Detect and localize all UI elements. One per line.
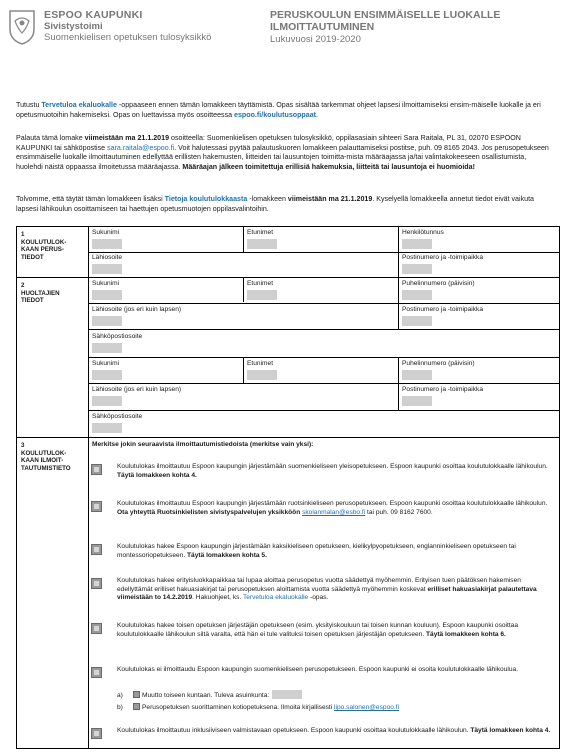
- child-postal-field[interactable]: [402, 264, 432, 274]
- guardian1-phone-label: Puhelinnumero (päivisin): [402, 280, 475, 287]
- guardian1-firstnames-field[interactable]: [247, 290, 277, 300]
- option-not-enrolling-checkbox[interactable]: [91, 667, 102, 678]
- child-firstnames-field[interactable]: [247, 239, 277, 249]
- guardian2-postal-field[interactable]: [402, 396, 432, 406]
- form-link[interactable]: Tietoja koulutulokkaasta: [164, 195, 248, 203]
- document-year: Lukuvuosi 2019-2020: [270, 34, 361, 45]
- child-postal-label: Postinumero ja -toimipaikka: [402, 254, 483, 261]
- guardian2-surname-label: Sukunimi: [92, 360, 120, 367]
- guardian1-email-field[interactable]: [92, 343, 122, 353]
- org-sub-unit: Suomenkielisen opetuksen tulosyksikkö: [44, 32, 212, 43]
- option-other-provider-text: Koulutulokas hakee toisen opetuksen järjestäjän opetukseen (esim. yksityiskouluun tai toisen kunnan kouluun). Espoon kaupunki osoittaa koulutulokkaalle lähikoulun siltä varalta, että hän ei tule valituksi toisen opetuksen järjestäjän opetukseen. Täytä lomakkeen kohta 6.: [117, 622, 519, 638]
- section-2-title: 2 HUOLTAJIEN TIEDOT: [21, 282, 60, 305]
- guardian2-email-field[interactable]: [92, 423, 122, 433]
- guardian1-address-field[interactable]: [92, 316, 122, 326]
- intro-paragraph-2: Palauta tämä lomake viimeistään ma 21.1.2019 osoitteella: Suomenkielisen opetuksen tulosyksikkö, oppilasasiain sihteeri Sara Raitala, PL 31, 02070 ESPOON KAUPUNKI tai sähköpostise sara.raitala@espoo.fi. Voit halutessasi pyytää palautuskuoren lomakkeen palauttamiseksi postitse, puh. 09 8165 2043. Jos perusopetukseen ensimmäiselle luokalle ilmoittautuminen edellyttää erillisten hakemusten, liitteiden tai lausuntojen toimitta-mista määräajassa ja/tai valintakokeeseen osallistumista, huolehdi näistä oppaassa ilmoitetussa määräajassa. Määräajan jälkeen toimitettuja erillisiä hakemuksia, liitteitä tai lausuntoja ei huomioida!: [16, 134, 549, 171]
- guardian1-postal-label: Postinumero ja -toimipaikka: [402, 306, 483, 313]
- option-swedish-checkbox[interactable]: [91, 501, 102, 512]
- option-finnish-general-text: Koulutulokas ilmoittautuu Espoon kaupungin järjestämään suomenkieliseen yleisopetukseen. Espoon kaupunki osoittaa koulutulokkaalle lähikoulun. Täytä lomakkeen kohta 4.: [117, 463, 548, 479]
- document-title: PERUSKOULUN ENSIMMÄISELLE LUOKALLE ILMOITTAUTUMINEN: [270, 9, 501, 33]
- option-bilingual-checkbox[interactable]: [91, 544, 102, 555]
- option-not-enrolling-sub-b: b) Perusopetuksen suorittaminen kotiopetuksena. Ilmoita kirjallisesti lipo.salonen@espoo.fi: [117, 704, 400, 711]
- guardian1-firstnames-label: Etunimet: [247, 280, 274, 287]
- option-special-class-text: Koulutulokas hakee erityisluokkapaikkaa tai lupaa aloittaa perusopetus vuotta säädettyä myöhemmin. Erityisen tuen päätöksen hakemisen edellyttämät erilliset hakuasiakirjat tai perusopetuksen aloittamista vuotta säädettyä myöhemmin koskevat erilliset hakuasiakirjat palautettava viimeistään to 14.2.2019. Hakuohjeet, ks. Tervetuloa ekaluokalle -opas.: [117, 577, 537, 602]
- email-link-raitala[interactable]: sara.raitala@espoo.fi: [107, 143, 175, 152]
- option-inclusive-checkbox[interactable]: [91, 728, 102, 739]
- guardian2-email-label: Sähköpostiosoite: [92, 413, 143, 420]
- option-other-provider-checkbox[interactable]: [91, 623, 102, 634]
- org-name: ESPOO KAUPUNKI: [44, 9, 143, 21]
- option-not-enrolling-sub-a: a) Muutto toiseen kuntaan. Tuleva asuinkunta:: [117, 690, 555, 701]
- child-surname-field[interactable]: [92, 239, 122, 249]
- guardian1-email-label: Sähköpostiosoite: [92, 333, 143, 340]
- guardian2-phone-field[interactable]: [402, 370, 432, 380]
- child-surname-label: Sukunimi: [92, 229, 120, 236]
- option-swedish-text: Koulutulokas ilmoittautuu Espoon kaupungin järjestämään ruotsinkieliseen perusopetukseen. Espoon kaupunki osoittaa koulutulokkaalle lähikoulun. Ota yhteyttä Ruotsinkielisten sivistyspalvelujen yksikköön skolanmalan@esbo.fi tai puh. 09 8162 7600.: [117, 500, 548, 516]
- salonen-email-link[interactable]: lipo.salonen@espoo.fi: [334, 704, 400, 711]
- child-address-field[interactable]: [92, 264, 122, 274]
- intro-paragraph-1: Tutustu Tervetuloa ekaluokalle -oppaaseen ennen tämän lomakkeen täyttämistä. Opas sisältää tarkemmat ohjeet lapsesi ilmoittamiseksi ensim-mäiselle luokalle ja eri opetusmuotoihin hakemiseksi. Opas on luettavissa myös osoitteessa espoo.fi/koulutusoppaat.: [16, 101, 541, 119]
- registration-form-table: [16, 226, 560, 749]
- new-municipality-field[interactable]: [272, 690, 302, 699]
- sub-a-checkbox[interactable]: [133, 691, 140, 698]
- guardian2-surname-field[interactable]: [92, 370, 122, 380]
- option-inclusive-text: Koulutulokas ilmoittautuu inklusiiviseen valmistavaan opetukseen. Espoon kaupunki osoittaa koulutulokkaalle lähikoulun. Täytä lomakkeen kohta 4.: [117, 727, 551, 734]
- guardian2-address-label: Lähiosoite (jos eri kuin lapsen): [92, 386, 182, 393]
- option-special-class-checkbox[interactable]: [91, 578, 102, 589]
- guardian2-firstnames-field[interactable]: [247, 370, 277, 380]
- child-ssn-field[interactable]: [402, 239, 432, 249]
- section-1-title: 1 KOULUTULOK- KAAN PERUS- TIEDOT: [21, 231, 67, 261]
- child-firstnames-label: Etunimet: [247, 229, 274, 236]
- option-not-enrolling-text: Koulutulokas ei ilmoittaudu Espoon kaupungin suomenkieliseen perusopetukseen. Espoon kaupunki ei osoita koulutulokkaalle lähikoulua.: [117, 666, 519, 673]
- option-finnish-general-checkbox[interactable]: [91, 464, 102, 475]
- guardian1-surname-field[interactable]: [92, 290, 122, 300]
- org-unit: Sivistystoimi: [44, 21, 103, 32]
- guardian2-firstnames-label: Etunimet: [247, 360, 274, 367]
- section-3-title: 3 KOULUTULOK- KAAN ILMOIT- TAUTUMISTIETO: [21, 442, 71, 472]
- child-ssn-label: Henkilötunnus: [402, 229, 444, 236]
- guardian1-postal-field[interactable]: [402, 316, 432, 326]
- sub-b-checkbox[interactable]: [133, 703, 140, 710]
- child-address-label: Lähiosoite: [92, 254, 123, 261]
- espoo-coat-of-arms-icon: [8, 9, 36, 45]
- skolan-email-link[interactable]: skolanmalan@esbo.fi: [302, 508, 366, 516]
- section-3-instruction: Merkitse jokin seuraavista ilmoittautumistiedoista (merkitse vain yksi):: [92, 441, 314, 448]
- guardian1-surname-label: Sukunimi: [92, 280, 120, 287]
- option-bilingual-text: Koulutulokas hakee Espoon kaupungin järjestämään kaksikieliseen opetukseen, kielikylpyopetukseen, englanninkieliseen opetukseen tai montessoriopetukseen. Täytä lomakkeen kohta 5.: [117, 543, 516, 559]
- guardian2-postal-label: Postinumero ja -toimipaikka: [402, 386, 483, 393]
- intro-paragraph-3: Tolvomme, että täytät tämän lomakkeen lisäksi Tietoja koulutulokkaasta -lomakkeen viimeistään ma 21.1.2019. Kyselyellä lomakkeella annetut tiedot eivät vaikuta lapsesi lähikoulun osoittamiseen tai haettujen opetusmuotojen oppilasvalintoihin.: [16, 195, 534, 213]
- guardian1-address-label: Lähiosoite (jos eri kuin lapsen): [92, 306, 182, 313]
- guide-url-link[interactable]: espoo.fi/koulutusoppaat: [234, 110, 317, 119]
- guardian2-phone-label: Puhelinnumero (päivisin): [402, 360, 475, 367]
- guardian2-address-field[interactable]: [92, 396, 122, 406]
- guide-link[interactable]: Tervetuloa ekaluokalle: [41, 101, 117, 109]
- guardian1-phone-field[interactable]: [402, 290, 432, 300]
- guide-link-2[interactable]: Tervetuloa ekaluokalle: [242, 594, 309, 602]
